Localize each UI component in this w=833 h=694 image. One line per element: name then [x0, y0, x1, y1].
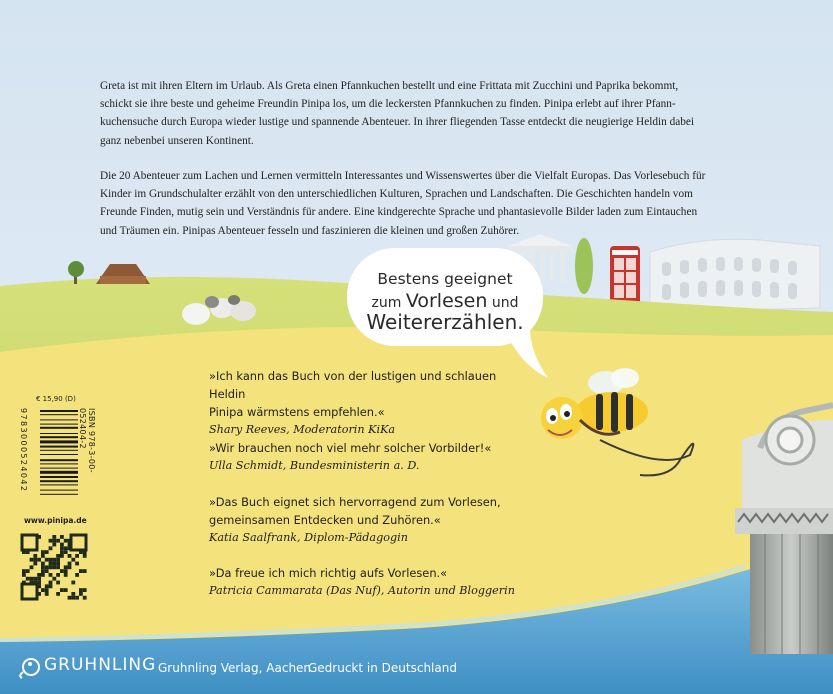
qr-module — [79, 588, 83, 592]
qr-module — [56, 554, 60, 558]
blurb-line: Freunde Finden, mutig sein und Verständnis für andere. Eine kindgerechte Sprache und phantasievolle Bilder laden zum Eintauchen — [100, 206, 698, 219]
barcode-bar — [40, 414, 78, 415]
barcode-bar — [40, 433, 78, 434]
qr-module — [41, 562, 45, 566]
barcode-bar — [40, 494, 78, 495]
qr-finder — [22, 535, 37, 550]
qr-finder — [71, 535, 86, 550]
qr-module — [71, 558, 75, 562]
printed-label: Gedruckt in Deutschland — [308, 661, 457, 675]
qr-module — [56, 558, 60, 562]
qr-module — [49, 584, 53, 588]
qr-module — [45, 588, 49, 592]
quote-source: Katia Saalfrank, Diplom-Pädagogin — [209, 531, 408, 544]
qr-finder — [22, 584, 37, 599]
qr-module — [56, 573, 60, 577]
qr-module — [22, 569, 26, 573]
qr-module — [60, 543, 64, 547]
bubble-emphasis: Vorlesen — [405, 290, 488, 312]
speech-bubble — [347, 248, 543, 346]
barcode-bar — [40, 436, 78, 438]
qr-module — [75, 573, 79, 577]
qr-module — [71, 592, 75, 596]
blurb-line: ganz nebenbei unseren Kontinent. — [100, 134, 254, 147]
qr-module — [75, 554, 79, 558]
barcode-bar — [40, 476, 78, 478]
qr-module — [49, 558, 53, 562]
barcode-digits: 9783000524042 — [19, 408, 28, 493]
qr-module — [45, 565, 49, 569]
qr-module — [52, 577, 56, 581]
qr-module — [64, 588, 68, 592]
qr-module — [41, 565, 45, 569]
quote-4 — [209, 564, 529, 600]
qr-module — [75, 596, 79, 600]
blurb-paragraph-1 — [100, 77, 750, 150]
bubble-line-2 — [347, 290, 543, 312]
blurb-line: Die 20 Abenteuer zum Lachen und Lernen vermitteln Interessantes und Wissenswertes über die Vielfalt Europas. Das Vorlesebuch für — [100, 170, 706, 182]
qr-module — [60, 588, 64, 592]
quote-1 — [209, 367, 529, 439]
barcode-bar — [40, 424, 78, 425]
qr-module — [83, 554, 87, 558]
quote-3 — [209, 493, 529, 547]
qr-module — [33, 577, 37, 581]
qr-module — [52, 539, 56, 543]
qr-module — [26, 577, 30, 581]
qr-module — [83, 596, 87, 600]
bubble-text: und — [487, 295, 519, 311]
qr-module — [56, 565, 60, 569]
barcode-bar — [40, 480, 78, 482]
barcode-bar — [40, 410, 78, 412]
barcode-bar — [40, 459, 78, 461]
qr-module — [52, 535, 56, 539]
qr-module — [56, 539, 60, 543]
isbn-label: ISBN 978-3-00-052404-2 — [78, 408, 96, 473]
qr-module — [60, 554, 64, 558]
blurb-line: Kinder im Grundschulalter erzählt von den unterschiedlichen Kulturen, Sprachen und Landschaften. Die Geschichten handeln vom — [100, 188, 693, 201]
quote-source: Ulla Schmidt, Bundesministerin a. D. — [209, 459, 420, 472]
quote-text: »Ich kann das Buch von der lustigen und schlauen Heldin — [209, 369, 497, 401]
quote-text: Pinipa wärmstens empfehlen.« — [209, 405, 385, 419]
qr-module — [75, 562, 79, 566]
barcode-bar — [40, 419, 78, 420]
qr-module — [52, 543, 56, 547]
barcode-bar — [40, 446, 78, 448]
bubble-line-3: Weitererzählen. — [366, 310, 524, 334]
barcode-bar — [40, 471, 78, 474]
qr-module — [49, 539, 53, 543]
qr-module — [64, 550, 68, 554]
quote-2 — [209, 439, 529, 475]
qr-module — [22, 573, 26, 577]
bubble-line-1: Bestens geeignet — [377, 270, 513, 288]
blurb-line: Greta ist mit ihren Eltern im Urlaub. Als Greta einen Pfannkuchen bestellt und eine Frittata mit Zucchini und Paprika bekommt, — [100, 80, 679, 92]
gruhnling-logo-text: GRUHNLING — [44, 655, 157, 675]
qr-module — [64, 569, 68, 573]
barcode-bar — [40, 440, 78, 443]
qr-module — [41, 550, 45, 554]
qr-module — [49, 562, 53, 566]
qr-module — [68, 565, 72, 569]
qr-module — [79, 569, 83, 573]
qr-module — [68, 596, 72, 600]
qr-module — [33, 554, 37, 558]
barcode-bar — [40, 454, 78, 455]
publisher-label: Gruhnling Verlag, Aachen — [158, 661, 312, 675]
blurb-line: und Träumen ein. Pinipas Abenteuer fesseln und faszinieren die kleinen und großen Zuhörer. — [100, 224, 520, 237]
blurb-line: schickt sie ihre beste und geheime Freundin Pinipa los, um die leckersten Pfannkuchen zu finden. Pinipa erlebt auf ihrer Pfann- — [100, 98, 676, 111]
quote-text: »Wir brauchen noch viel mehr solcher Vorbilder!« — [209, 441, 492, 455]
qr-module — [33, 558, 37, 562]
qr-module — [60, 550, 64, 554]
barcode-bar — [40, 490, 78, 491]
cypress-tree-illustration — [575, 238, 593, 294]
qr-module — [49, 565, 53, 569]
qr-module — [41, 588, 45, 592]
quote-text: »Das Buch eignet sich hervorragend zum Vorlesen, — [209, 495, 501, 509]
qr-module — [71, 581, 75, 585]
barcode-bar — [40, 463, 78, 464]
qr-module — [64, 546, 68, 550]
qr-module — [30, 565, 34, 569]
blurb-line: kuchensuche durch Europa wieder lustige und spannende Abenteuer. In ihrer fliegenden Tasse entdeckt die neugierige Heldin dabei — [100, 116, 695, 129]
qr-module — [56, 592, 60, 596]
qr-module — [45, 592, 49, 596]
qr-module — [52, 562, 56, 566]
barcode-bar — [40, 484, 78, 485]
blurb-paragraph-2 — [100, 167, 750, 240]
qr-module — [49, 546, 53, 550]
qr-module — [45, 569, 49, 573]
qr-module — [68, 562, 72, 566]
quote-text: gemeinsamen Entdecken und Zuhören.« — [209, 513, 441, 527]
qr-module — [60, 569, 64, 573]
qr-module — [79, 592, 83, 596]
qr-module — [41, 569, 45, 573]
qr-module — [37, 558, 41, 562]
qr-module — [64, 539, 68, 543]
qr-module — [52, 558, 56, 562]
qr-module — [68, 554, 72, 558]
qr-module — [83, 588, 87, 592]
bubble-text: zum — [371, 295, 406, 311]
footer — [0, 652, 833, 686]
barcode-bar — [40, 468, 78, 469]
qr-module — [45, 550, 49, 554]
qr-module — [30, 558, 34, 562]
quote-text: »Da freue ich mich richtig aufs Vorlesen.« — [209, 566, 448, 580]
qr-module — [49, 573, 53, 577]
qr-module — [60, 535, 64, 539]
qr-module — [33, 562, 37, 566]
qr-module — [30, 577, 34, 581]
qr-module — [37, 577, 41, 581]
qr-module — [45, 558, 49, 562]
barcode-bar — [40, 427, 78, 429]
qr-module — [49, 581, 53, 585]
qr-module — [56, 562, 60, 566]
qr-module — [60, 546, 64, 550]
qr-module — [45, 584, 49, 588]
qr-module — [71, 596, 75, 600]
qr-module — [83, 569, 87, 573]
colosseum-illustration — [650, 239, 820, 312]
qr-module — [52, 565, 56, 569]
website-link[interactable]: www.pinipa.de — [24, 516, 87, 525]
barcode-bar — [40, 450, 78, 451]
qr-module — [64, 565, 68, 569]
quote-source: Shary Reeves, Moderatorin KiKa — [209, 423, 396, 436]
qr-module — [37, 573, 41, 577]
qr-module — [41, 573, 45, 577]
price-label: € 15,90 (D) — [36, 395, 76, 403]
qr-module — [56, 581, 60, 585]
qr-module — [64, 573, 68, 577]
quote-source: Patricia Cammarata (Das Nuf), Autorin und Bloggerin — [209, 584, 515, 597]
qr-module — [41, 554, 45, 558]
qr-module — [26, 569, 30, 573]
